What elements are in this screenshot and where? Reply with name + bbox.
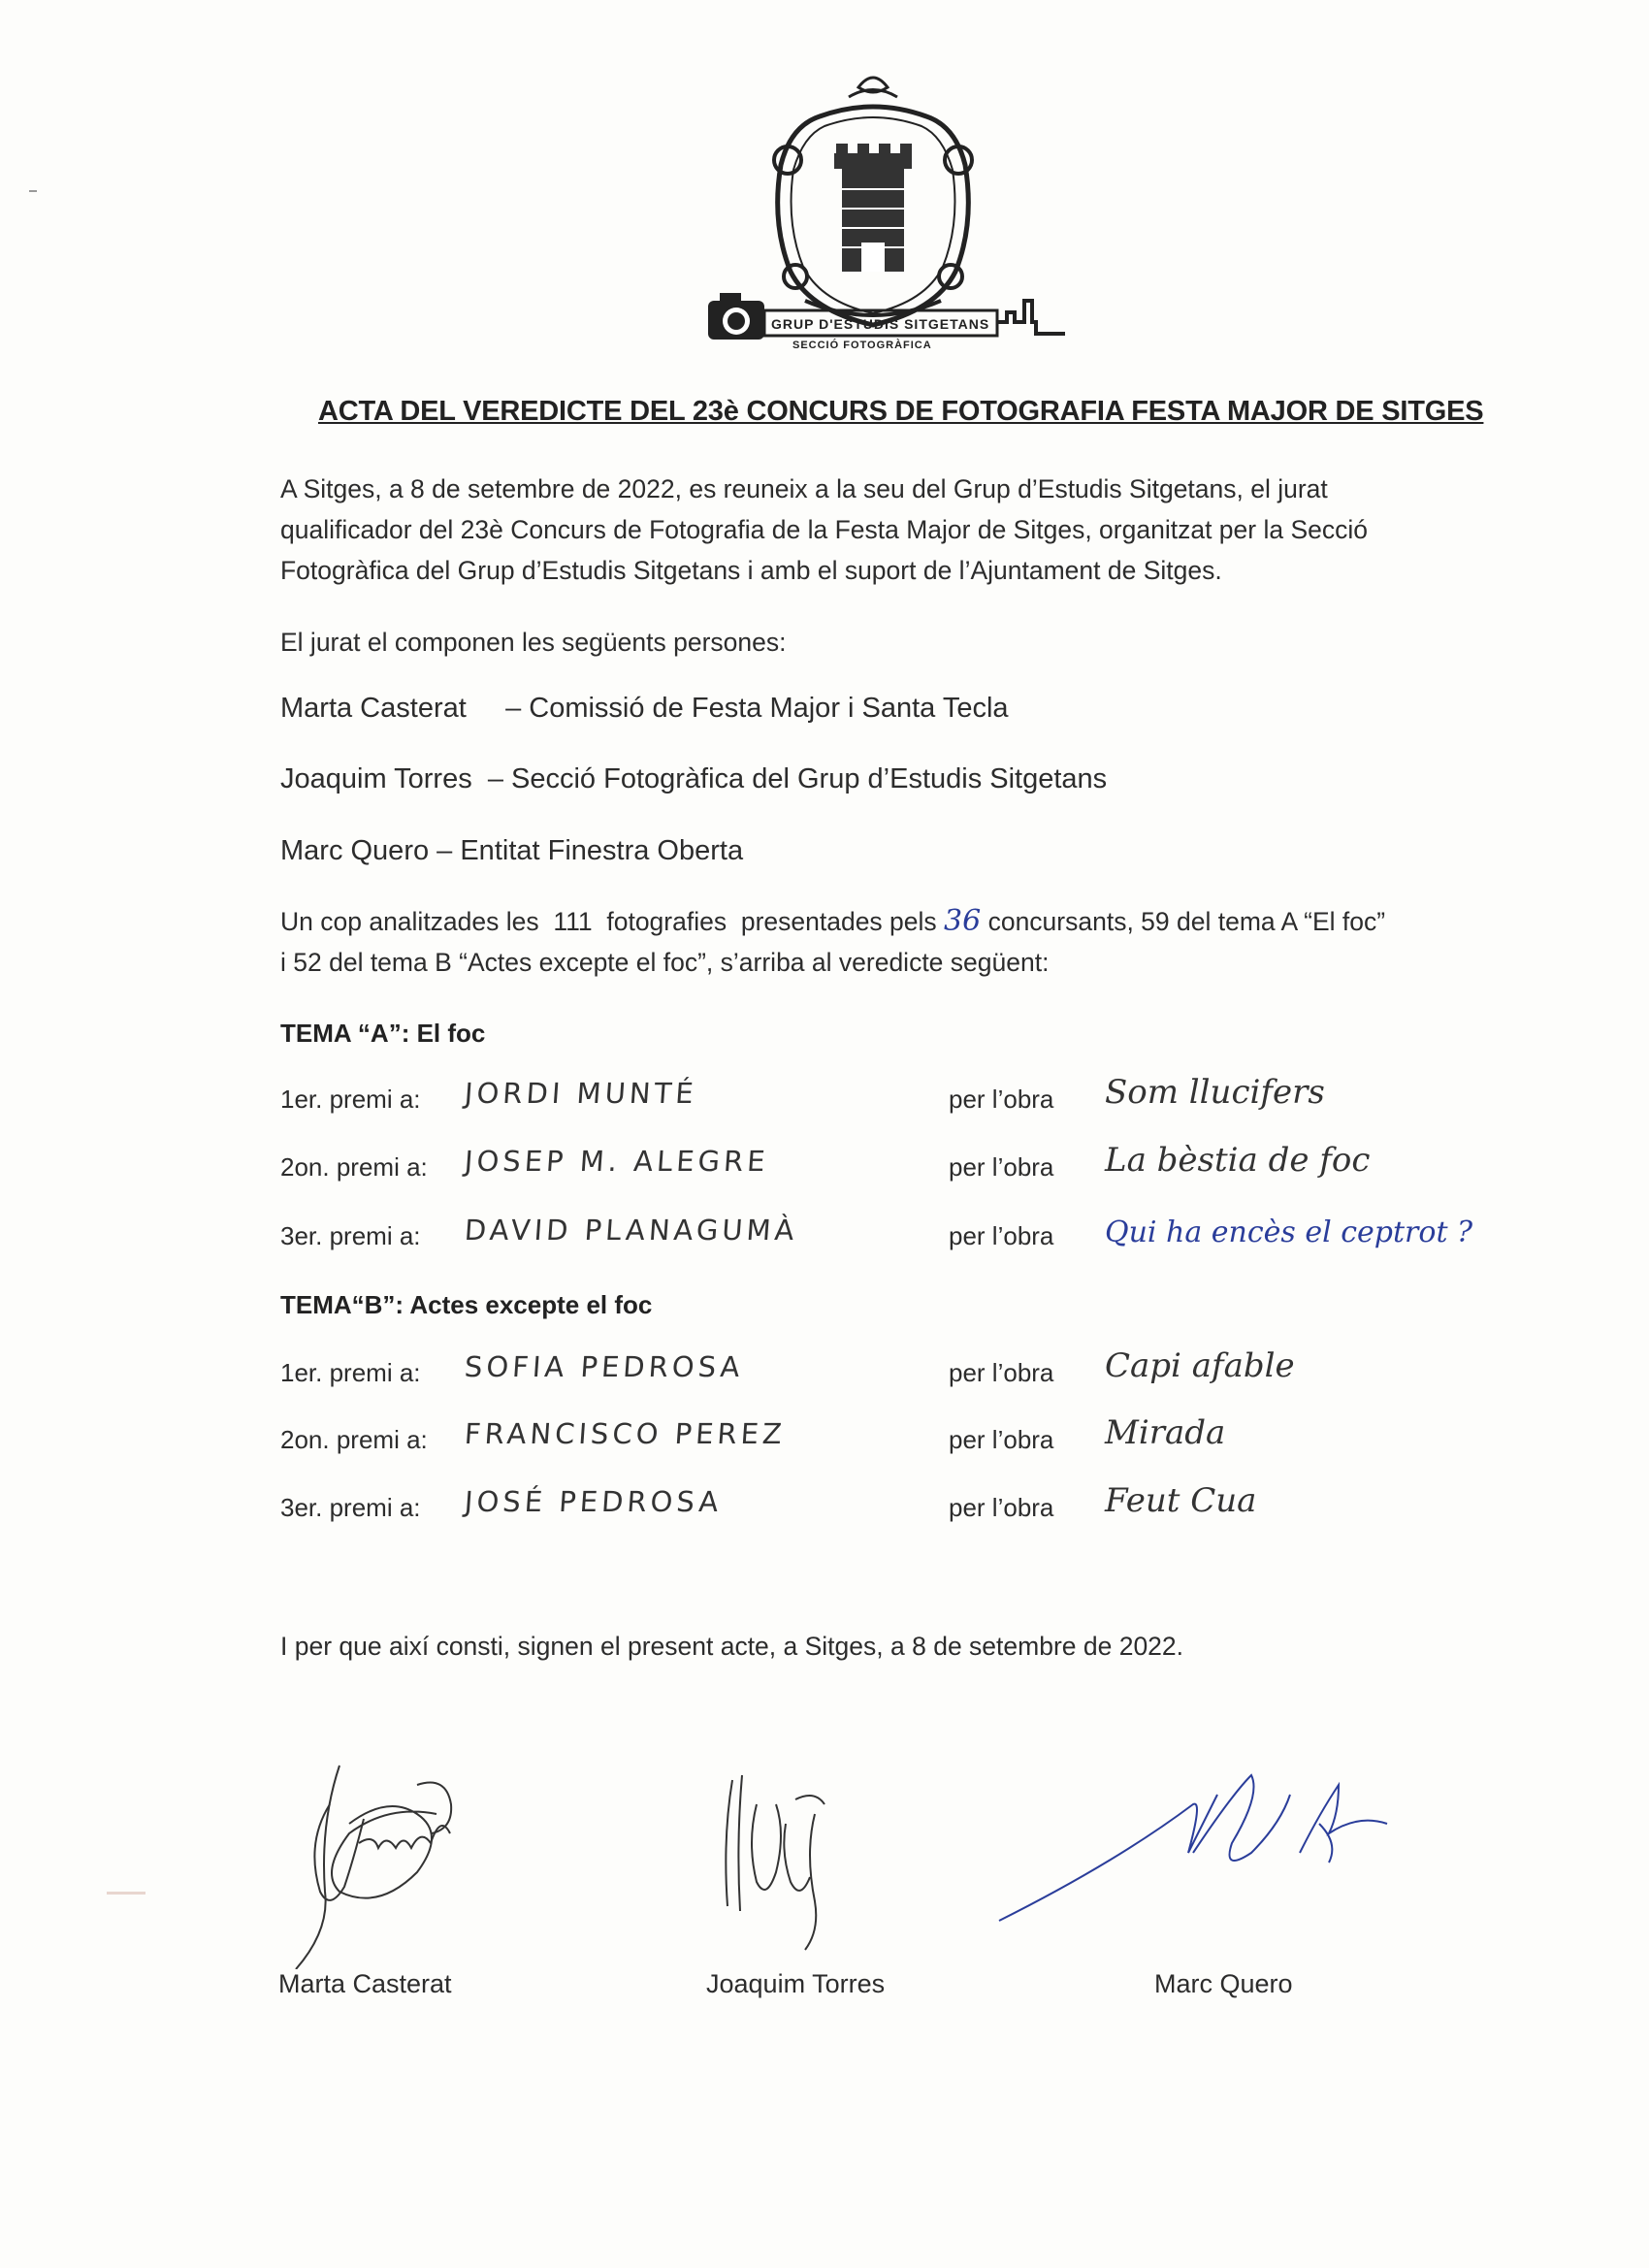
contestants-count: 36: [944, 904, 982, 938]
work-title: Feut Cua: [1105, 1481, 1257, 1520]
signer-name: Marta Casterat: [278, 1969, 452, 1998]
prize-row: [280, 1413, 1541, 1470]
signature-marta-casterat: [296, 1766, 451, 1969]
work-title: Som llucifers: [1105, 1073, 1325, 1112]
analysis-line: i 52 del tema B “Actes excepte el foc”, s’arriba al veredicte següent:: [280, 948, 1050, 977]
intro-line: A Sitges, a 8 de setembre de 2022, es reuneix a la seu del Grup d’Estudis Sitgetans, el jurat: [280, 474, 1328, 503]
work-title: Mirada: [1105, 1413, 1226, 1452]
prize-label: 3er. premi a:: [280, 1221, 421, 1250]
obra-label: per l’obra: [949, 1085, 1054, 1114]
winner-name: JORDI MUNTÉ: [463, 1077, 698, 1110]
prize-row: [280, 1073, 1541, 1129]
closing-statement: I per que així consti, signen el present acte, a Sitges, a 8 de setembre de 2022.: [280, 1632, 1184, 1661]
prize-row: [280, 1481, 1541, 1538]
winner-name: FRANCISCO PEREZ: [463, 1417, 788, 1450]
intro-line: qualificador del 23è Concurs de Fotografia de la Festa Major de Sitges, organitzat per la Secció: [280, 515, 1368, 544]
work-title: Capi afable: [1105, 1346, 1295, 1385]
analysis-text-a: Un cop analitzades les 111 fotografies presentades pels: [280, 907, 945, 936]
obra-label: per l’obra: [949, 1493, 1054, 1522]
winner-name: SOFIA PEDROSA: [463, 1350, 745, 1383]
prize-label: 2on. premi a:: [280, 1152, 428, 1182]
work-title: La bèstia de foc: [1105, 1141, 1371, 1180]
winner-name: DAVID PLANAGUMÀ: [463, 1214, 799, 1247]
coat-of-arms-icon: [679, 68, 1067, 359]
winner-name: JOSÉ PEDROSA: [463, 1485, 724, 1518]
jury-member: Joaquim Torres – Secció Fotogràfica del Grup d’Estudis Sitgetans: [280, 763, 1108, 794]
org-logo: [679, 68, 1067, 359]
obra-label: per l’obra: [949, 1221, 1054, 1250]
tema-b-heading: TEMA“B”: Actes excepte el foc: [280, 1290, 653, 1319]
prize-label: 2on. premi a:: [280, 1425, 428, 1454]
scan-speck: [29, 190, 37, 192]
prize-row: [280, 1346, 1541, 1403]
prize-row: [280, 1141, 1541, 1197]
signatures: [291, 1746, 1455, 1969]
obra-label: per l’obra: [949, 1425, 1054, 1454]
work-title: Qui ha encès el ceptrot ?: [1105, 1215, 1473, 1249]
obra-label: per l’obra: [949, 1358, 1054, 1387]
obra-label: per l’obra: [949, 1152, 1054, 1182]
scan-speck: [107, 1892, 146, 1895]
jury-member: Marta Casterat – Comissió de Festa Major i Santa Tecla: [280, 693, 1009, 724]
intro-paragraph: [280, 469, 1368, 591]
logo-section-name: SECCIÓ FOTOGRÀFICA: [792, 340, 932, 351]
jury-member: Marc Quero – Entitat Finestra Oberta: [280, 835, 744, 866]
prize-row: [280, 1214, 1541, 1266]
winner-name: JOSEP M. ALEGRE: [463, 1145, 770, 1178]
document-title: ACTA DEL VEREDICTE DEL 23è CONCURS DE FOTOGRAFIA FESTA MAJOR DE SITGES: [318, 396, 1484, 427]
analysis-paragraph: [280, 901, 1385, 983]
signer-name: Joaquim Torres: [706, 1969, 886, 1998]
logo-org-name: GRUP D'ESTUDIS SITGETANS: [771, 316, 990, 332]
intro-line: Fotogràfica del Grup d’Estudis Sitgetans i amb el suport de l’Ajuntament de Sitges.: [280, 556, 1222, 585]
signature-marc-quero: [999, 1775, 1387, 1921]
prize-label: 1er. premi a:: [280, 1358, 421, 1387]
analysis-text-b: concursants, 59 del tema A “El foc”: [981, 907, 1386, 936]
signer-name: Marc Quero: [1154, 1969, 1293, 1998]
analysis-line: [280, 901, 1385, 942]
tema-a-heading: TEMA “A”: El foc: [280, 1019, 486, 1048]
signature-joaquim-torres: [726, 1775, 824, 1950]
prize-label: 3er. premi a:: [280, 1493, 421, 1522]
prize-label: 1er. premi a:: [280, 1085, 421, 1114]
jury-intro: El jurat el componen les següents persones:: [280, 628, 787, 657]
